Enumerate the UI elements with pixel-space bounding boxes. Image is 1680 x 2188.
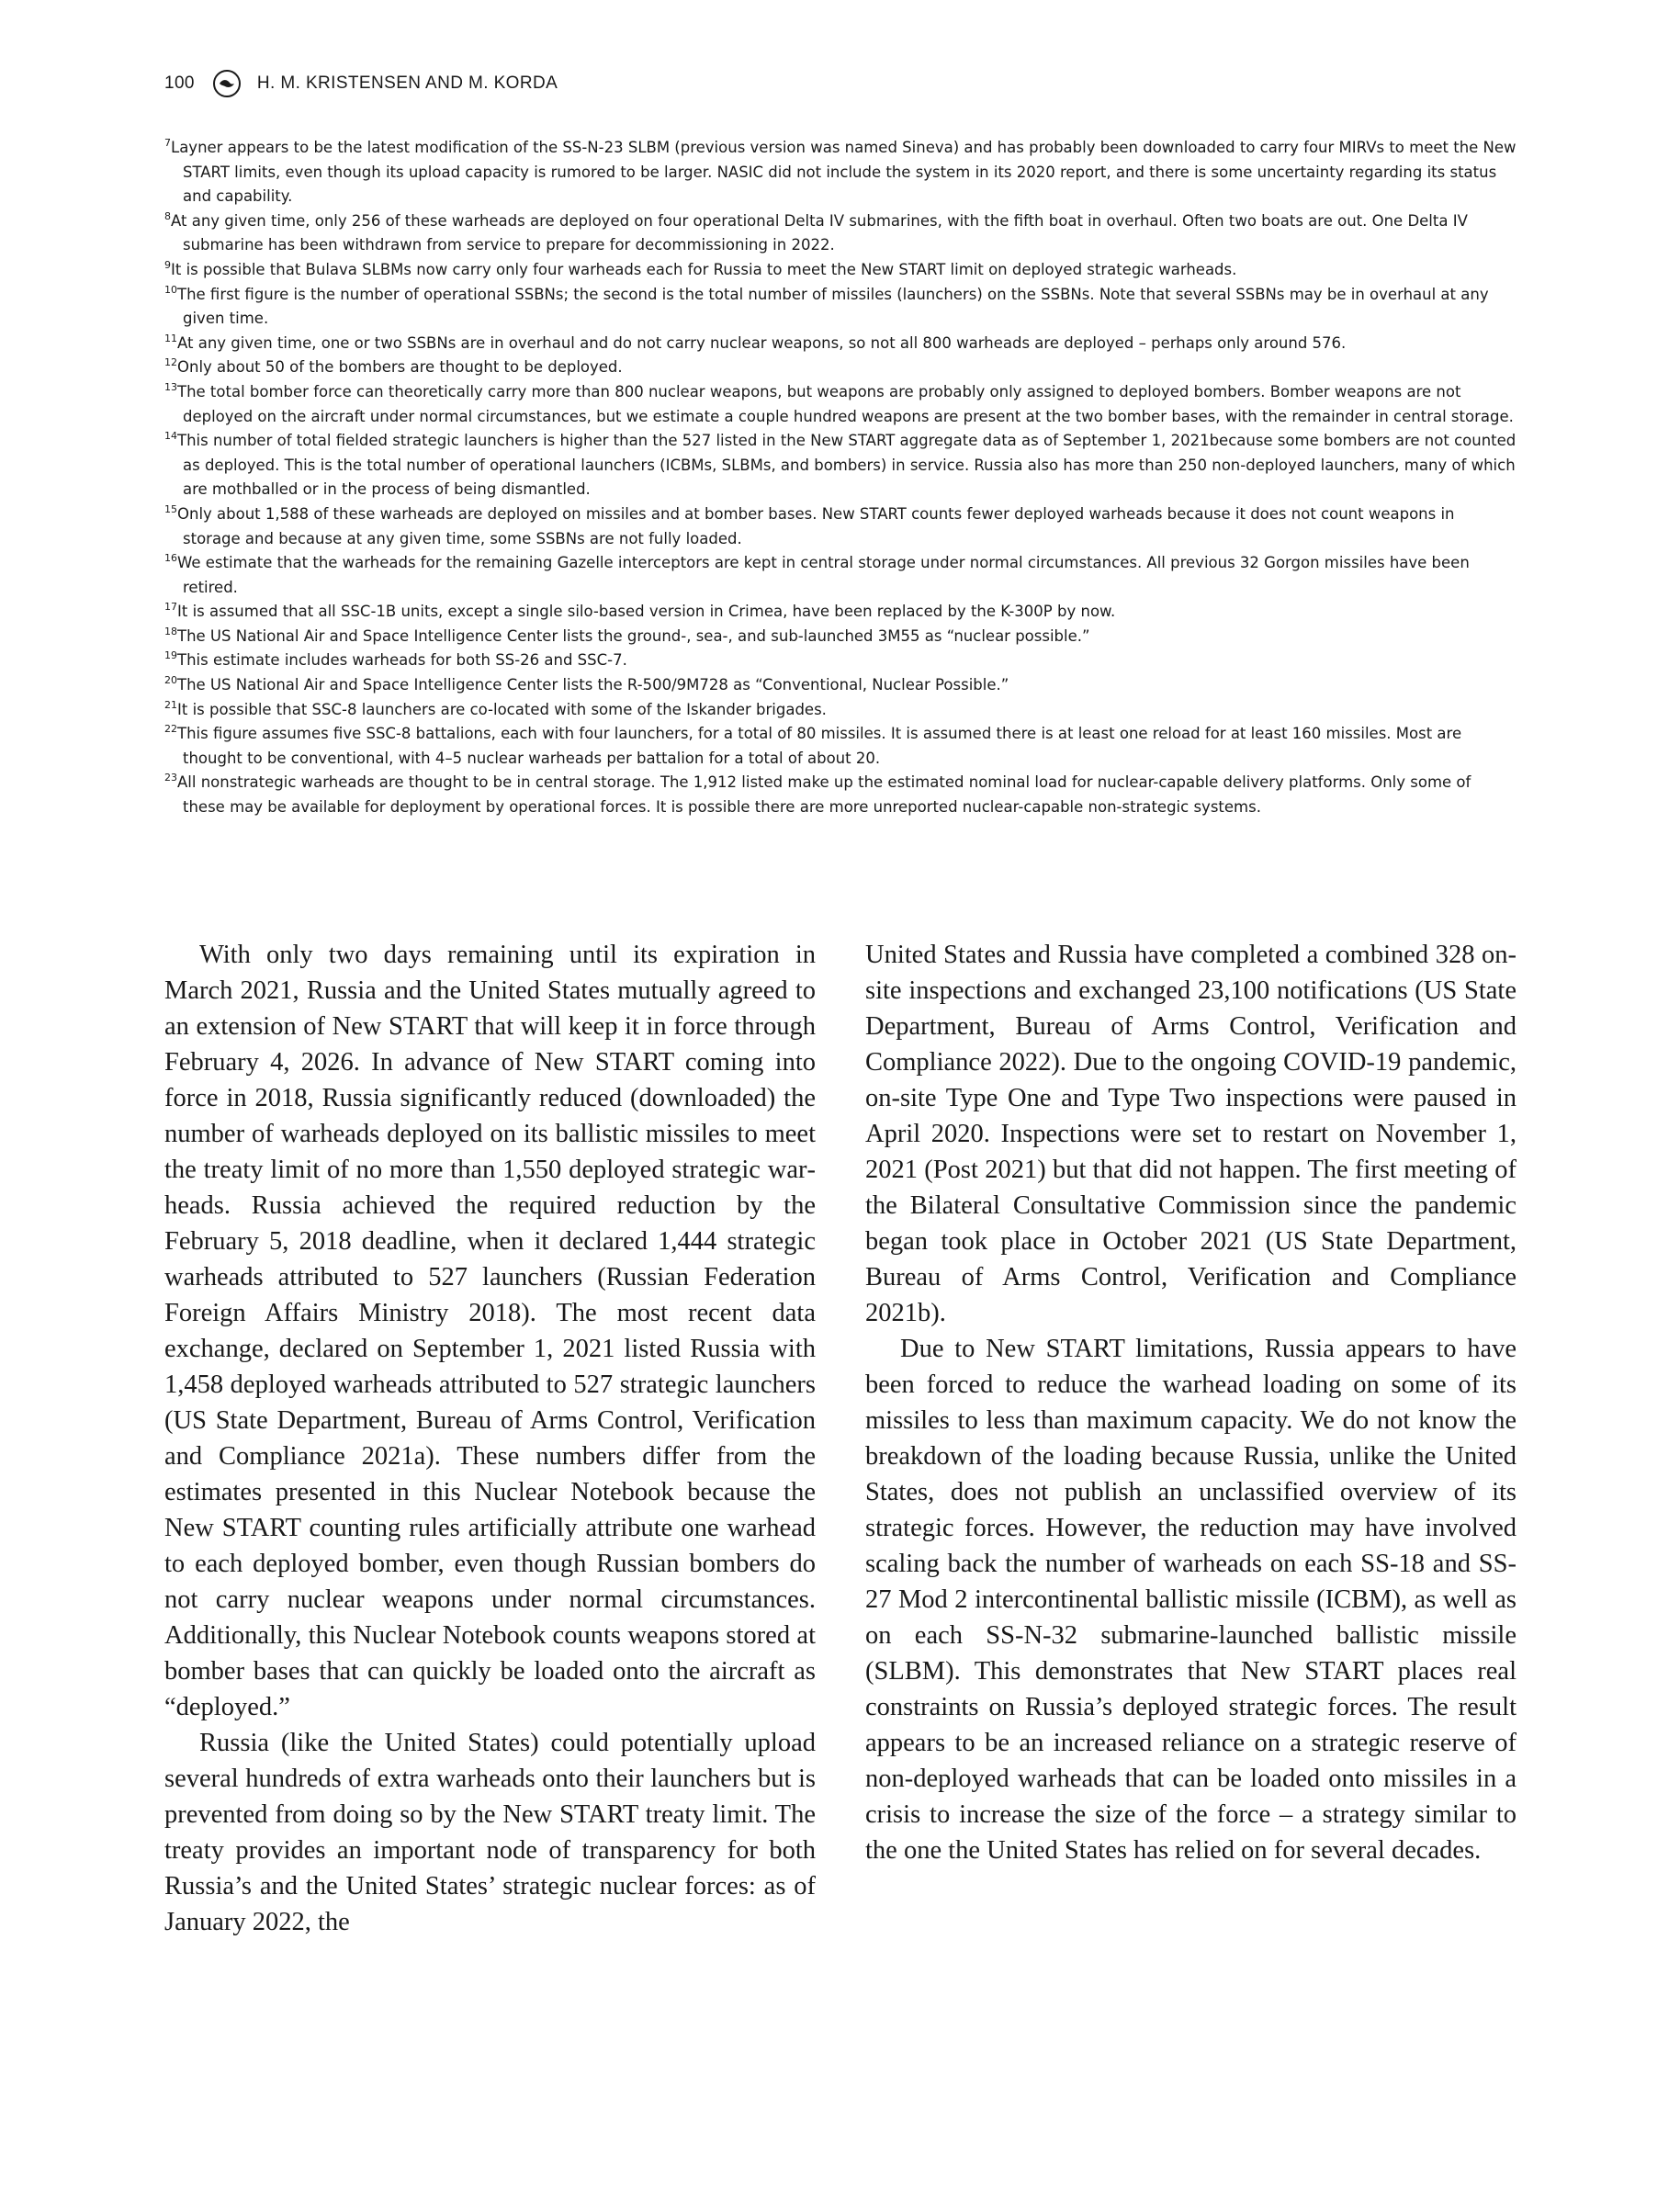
body-paragraph: With only two days remaining until its expiration in March 2021, Russia and the United States mutually agreed to an extension of New START that will keep it in force through February 4, 2026. In advance of New START coming into force in 2018, Russia significantly reduced (downloaded) the number of warheads deployed on its ballistic missiles to meet the treaty limit of no more than 1,550 deployed strategic warheads. Russia achieved the required reduction by the February 5, 2018 deadline, when it declared 1,444 strategic warheads attributed to 527 launchers (Russian Federation Foreign Affairs Ministry 2018). The most recent data exchange, declared on September 1, 2021 listed Russia with 1,458 deployed warheads attributed to 527 strategic launchers (US State Department, Bureau of Arms Control, Verification and Compliance 2021a). These numbers differ from the estimates presented in this Nuclear Notebook because the New START counting rules artificially attribute one warhead to each deployed bomber, even though Russian bombers do not carry nuclear weapons under normal circumstances. Additionally, this Nuclear Notebook counts weapons stored at bomber bases that can quickly be loaded onto the aircraft as “deployed.” [164, 941, 816, 1721]
footnote-number: 18 [164, 625, 177, 637]
footnote-text: At any given time, one or two SSBNs are in overhaul and do not carry nuclear weapons, so not all 800 warheads are deployed – perhaps only around 576. [177, 333, 1347, 352]
footnote-number: 12 [164, 356, 177, 369]
footnote [164, 332, 1517, 356]
running-header [164, 70, 558, 97]
footnote-number: 8 [164, 209, 171, 222]
footnote [164, 551, 1517, 600]
footnote-number: 9 [164, 258, 171, 271]
footnote-text: This figure assumes five SSC-8 battalions, each with four launchers, for a total of 80 missiles. It is assumed there is at least one reload for at least 160 missiles. Most are thought to be conventional, with 4–5 nuclear warheads per battalion for a total of about 20. [177, 725, 1462, 767]
footnote-number: 17 [164, 601, 177, 614]
footnote-number: 13 [164, 380, 177, 393]
footnotes-section [164, 136, 1517, 820]
footnote [164, 136, 1517, 209]
footnote-text: The US National Air and Space Intelligence Center lists the ground-, sea-, and sub-launched 3M55 as “nuclear possible.” [177, 626, 1090, 645]
footnote-number: 22 [164, 723, 177, 736]
footnote-text: It is assumed that all SSC-1B units, except a single silo-based version in Crimea, have been replaced by the K-300P by now. [177, 603, 1116, 621]
footnote [164, 209, 1517, 258]
footnote [164, 283, 1517, 332]
footnote-text: The total bomber force can theoretically carry more than 800 nuclear weapons, but weapons are probably only assigned to deployed bombers. Bomber weapons are not deployed on the aircraft under normal circumstances, but we estimate a couple hundred weapons are present at the two bomber bases, with the remainder in central storage. [177, 382, 1514, 425]
footnote [164, 673, 1517, 698]
footnote-text: Layner appears to be the latest modification of the SS-N-23 SLBM (previous version was named Sineva) and has probably been downloaded to carry four MIRVs to meet the New START limits, even though its upload capacity is rumored to be larger. NASIC did not include the system in its 2020 report, and there is some uncertainty regarding its status and capability. [171, 139, 1517, 206]
footnote [164, 625, 1517, 649]
footnote-number: 20 [164, 674, 177, 687]
footnote-text: Only about 50 of the bombers are thought to be deployed. [177, 358, 623, 377]
footnote [164, 722, 1517, 771]
footnote-text: We estimate that the warheads for the remaining Gazelle interceptors are kept in central storage under normal circumstances. All previous 32 Gorgon missiles have been retired. [177, 554, 1470, 596]
footnote-number: 15 [164, 502, 177, 515]
footnote [164, 600, 1517, 625]
footnote [164, 429, 1517, 502]
body-paragraph: Due to New START limitations, Russia appears to have been forced to reduce the warhead loading on some of its missiles to less than maximum capacity. We do not know the breakdown of the loading because Russia, unlike the United States, does not publish an unclassified overview of its strategic forces. However, the reduction may have involved scaling back the number of warheads on each SS-18 and SS-27 Mod 2 intercontinental ballistic missile (ICBM), as well as on each SS-N-32 submarine-launched ballistic missile (SLBM). This demonstrates that New START places real constraints on Russia’s deployed strategic forces. The result appears to be an increased reliance on a strategic reserve of non-deployed warheads that can be loaded onto missiles in a crisis to increase the size of the force – a strategy similar to the one the United States has relied on for several decades. [865, 1335, 1517, 1865]
footnote-number: 23 [164, 772, 177, 784]
footnote-number: 10 [164, 283, 177, 296]
footnote-text: The first figure is the number of operational SSBNs; the second is the total number of missiles (launchers) on the SSBNs. Note that several SSBNs may be in overhaul at any given time. [177, 285, 1489, 328]
footnote-number: 11 [164, 332, 177, 344]
footnote-text: All nonstrategic warheads are thought to be in central storage. The 1,912 listed make up the estimated nominal load for nuclear-capable delivery platforms. Only some of these may be available for deployment by operational forces. It is possible there are more unreported nuclear-capable non-strategic systems. [177, 773, 1471, 817]
publisher-logo-icon [213, 70, 241, 97]
body-paragraph-continued: United States and Russia have completed a combined 328 on-site inspections and exchanged 23,100 notifications (US State Department, Bureau of Arms Control, Verification and Compliance 2022). Due to the ongoing COVID-19 pandemic, on-site Type One and Type Two inspections were paused in April 2020. Inspections were set to restart on November 1, 2021 (Post 2021) but that did not happen. The first meeting of the Bilateral Consultative Commission since the pandemic began took place in October 2021 (US State Department, Bureau of Arms Control, Verification and Compliance 2021b). [865, 941, 1517, 1327]
footnote-number: 19 [164, 649, 177, 662]
footnote-number: 21 [164, 698, 177, 711]
footnote-text: This estimate includes warheads for both SS-26 and SSC-7. [177, 651, 627, 670]
body-paragraph: Russia (like the United States) could potentially upload several hundreds of extra warheads onto their launchers but is prevented from doing so by the New START treaty limit. The treaty provides an important node of transparency for both Russia’s and the United States’ strategic nuclear forces: as of January 2022, the [164, 1729, 816, 1936]
footnote [164, 355, 1517, 380]
footnote-text: It is possible that Bulava SLBMs now carry only four warheads each for Russia to meet the New START limit on deployed strategic warheads. [171, 260, 1237, 278]
footnote [164, 380, 1517, 429]
footnote-number: 16 [164, 552, 177, 565]
footnote [164, 771, 1517, 819]
footnote-text: The US National Air and Space Intelligence Center lists the R-500/9M728 as “Conventional, Nuclear Possible.” [177, 676, 1009, 694]
footnote-number: 7 [164, 137, 171, 149]
page-number: 100 [164, 73, 195, 93]
body-left-column [164, 937, 816, 1940]
body-right-column [865, 937, 1517, 1868]
footnote-text: At any given time, only 256 of these warheads are deployed on four operational Delta IV submarines, with the fifth boat in overhaul. Often two boats are out. One Delta IV submarine has been withdrawn from service to prepare for decommissioning in 2022. [171, 211, 1468, 254]
footnote-number: 14 [164, 430, 177, 443]
footnote-text: This number of total fielded strategic launchers is higher than the 527 listed in the New START aggregate data as of September 1, 2021because some bombers are not counted as deployed. This is the total number of operational launchers (ICBMs, SLBMs, and bombers) in service. Russia also has more than 250 non-deployed launchers, many of which are mothballed or in the process of being dismantled. [177, 432, 1517, 499]
footnote [164, 649, 1517, 673]
footnote [164, 698, 1517, 723]
running-head-authors: H. M. KRISTENSEN AND M. KORDA [256, 73, 558, 93]
footnote-text: It is possible that SSC-8 launchers are co-located with some of the Iskander brigades. [177, 700, 827, 718]
publisher-logo-glyph [219, 77, 235, 90]
footnote [164, 258, 1517, 283]
footnote [164, 502, 1517, 551]
footnote-text: Only about 1,588 of these warheads are deployed on missiles and at bomber bases. New START counts fewer deployed warheads because it does not count weapons in storage and because at any given time, some SSBNs are not fully loaded. [177, 504, 1455, 547]
